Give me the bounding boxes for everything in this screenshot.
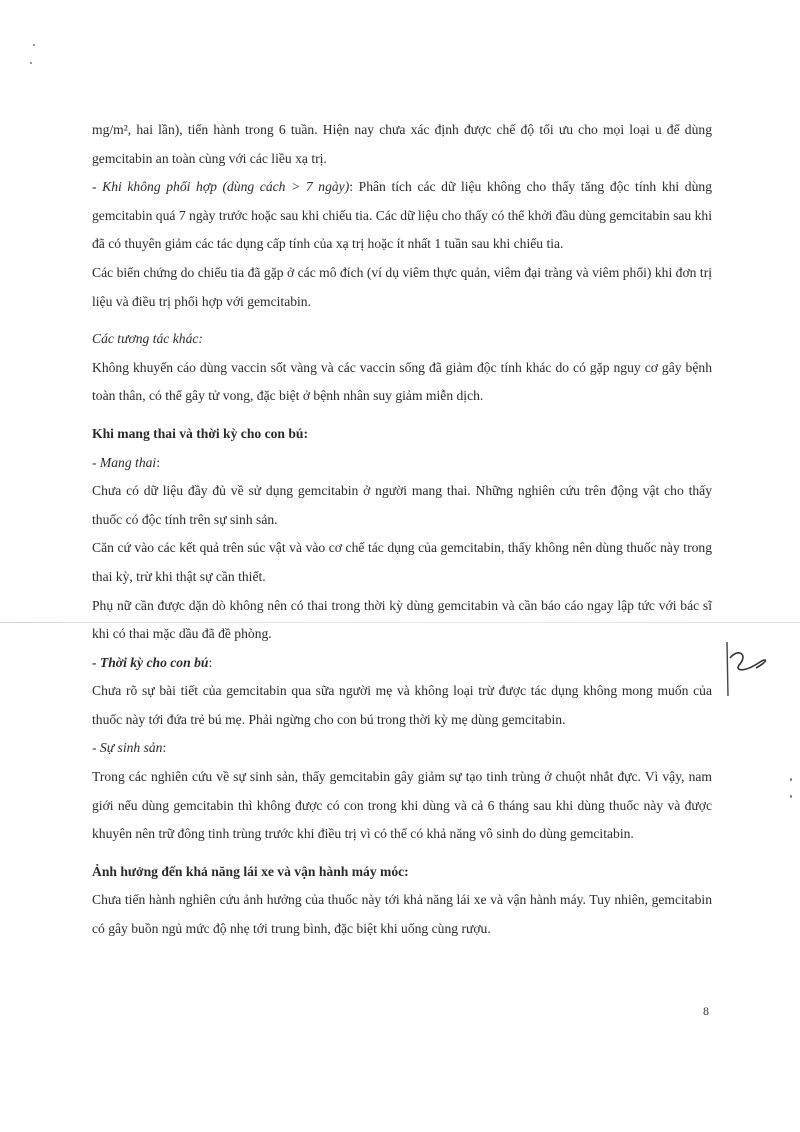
interactions-heading: Các tương tác khác: xyxy=(92,331,203,347)
page-body xyxy=(92,116,712,944)
non-combined-paragraph xyxy=(92,173,712,259)
fertility-subheading: - Sự sinh sản: xyxy=(92,740,167,756)
pregnancy-heading: Khi mang thai và thời kỳ cho con bú: xyxy=(92,425,309,441)
pregnancy-paragraph-2: Căn cứ vào các kết quả trên súc vật và vào cơ chế tác dụng của gemcitabin, thấy không nên dùng thuốc này trong thai kỳ, trừ khi thật sự cần thiết. xyxy=(92,540,712,584)
page-number: 8 xyxy=(703,1004,709,1018)
fertility-paragraph: Trong các nghiên cứu về sự sinh sản, thấy gemcitabin gây giảm sự tạo tinh trùng ở chuột nhắt đực. Vì vậy, nam giới nếu dùng gemcitabin thì không được có con trong khi dùng và cả 6 tháng sau khi dùng thuốc này và được khuyên nên trữ đông tinh trùng trước khi điều trị vì có thể có khả năng vô sinh do dùng gemcitabin. xyxy=(92,769,712,842)
handwritten-initial-mark xyxy=(716,640,776,700)
driving-heading: Ảnh hưởng đến khả năng lái xe và vận hành máy móc: xyxy=(92,863,409,879)
radiotherapy-paragraph: mg/m², hai lần), tiến hành trong 6 tuần. Hiện nay chưa xác định được chế độ tối ưu cho mọi loại u để dùng gemcitabin an toàn cùng với các liều xạ trị. xyxy=(92,122,712,166)
scan-speck xyxy=(790,778,792,781)
non-combined-lead: - Khi không phối hợp (dùng cách > 7 ngày) xyxy=(92,179,350,195)
non-combined-text: : Phân tích các dữ liệu không cho thấy tăng độc tính khi dùng gemcitabin quá 7 ngày trước hoặc sau khi chiếu tia. Các dữ liệu cho thấy có thể khởi đầu dùng gemcitabin sau khi đã có thuyên giảm các tác dụng cấp tính của xạ trị hoặc ít nhất 1 tuần sau khi chiếu tia. xyxy=(92,179,712,252)
lactation-paragraph: Chưa rõ sự bài tiết của gemcitabin qua sữa người mẹ và không loại trừ được tác dụng không mong muốn của thuốc này tới đứa trẻ bú mẹ. Phải ngừng cho con bú trong thời kỳ mẹ dùng gemcitabin. xyxy=(92,683,712,727)
pregnancy-paragraph-3: Phụ nữ cần được dặn dò không nên có thai trong thời kỳ dùng gemcitabin và cần báo cáo ngay lập tức với bác sĩ khi có thai mặc dầu đã đề phòng. xyxy=(92,597,712,642)
driving-paragraph: Chưa tiến hành nghiên cứu ảnh hưởng của thuốc này tới khả năng lái xe và vận hành máy. Tuy nhiên, gemcitabin có gây buồn ngủ mức độ nhẹ tới trung bình, đặc biệt khi uống cùng rượu. xyxy=(92,892,712,937)
pregnancy-paragraph-1: Chưa có dữ liệu đầy đủ về sử dụng gemcitabin ở người mang thai. Những nghiên cứu trên động vật cho thấy thuốc có độc tính trên sự sinh sản. xyxy=(92,483,712,527)
scan-speck xyxy=(790,795,792,798)
interactions-paragraph: Không khuyến cáo dùng vaccin sốt vàng và các vaccin sống đã giảm độc tính khác do có gặp nguy cơ gây bệnh toàn thân, có thể gây tử vong, đặc biệt ở bệnh nhân suy giảm miễn dịch. xyxy=(92,359,712,404)
scan-speck xyxy=(33,44,35,46)
pregnancy-subheading: - Mang thai: xyxy=(92,454,160,470)
radiation-complications-paragraph: Các biến chứng do chiếu tia đã gặp ở các mô đích (ví dụ viêm thực quản, viêm đại tràng và viêm phổi) khi đơn trị liệu và điều trị phối hợp với gemcitabin. xyxy=(92,264,712,309)
lactation-subheading: - Thời kỳ cho con bú: xyxy=(92,654,213,670)
scan-speck xyxy=(30,62,32,64)
